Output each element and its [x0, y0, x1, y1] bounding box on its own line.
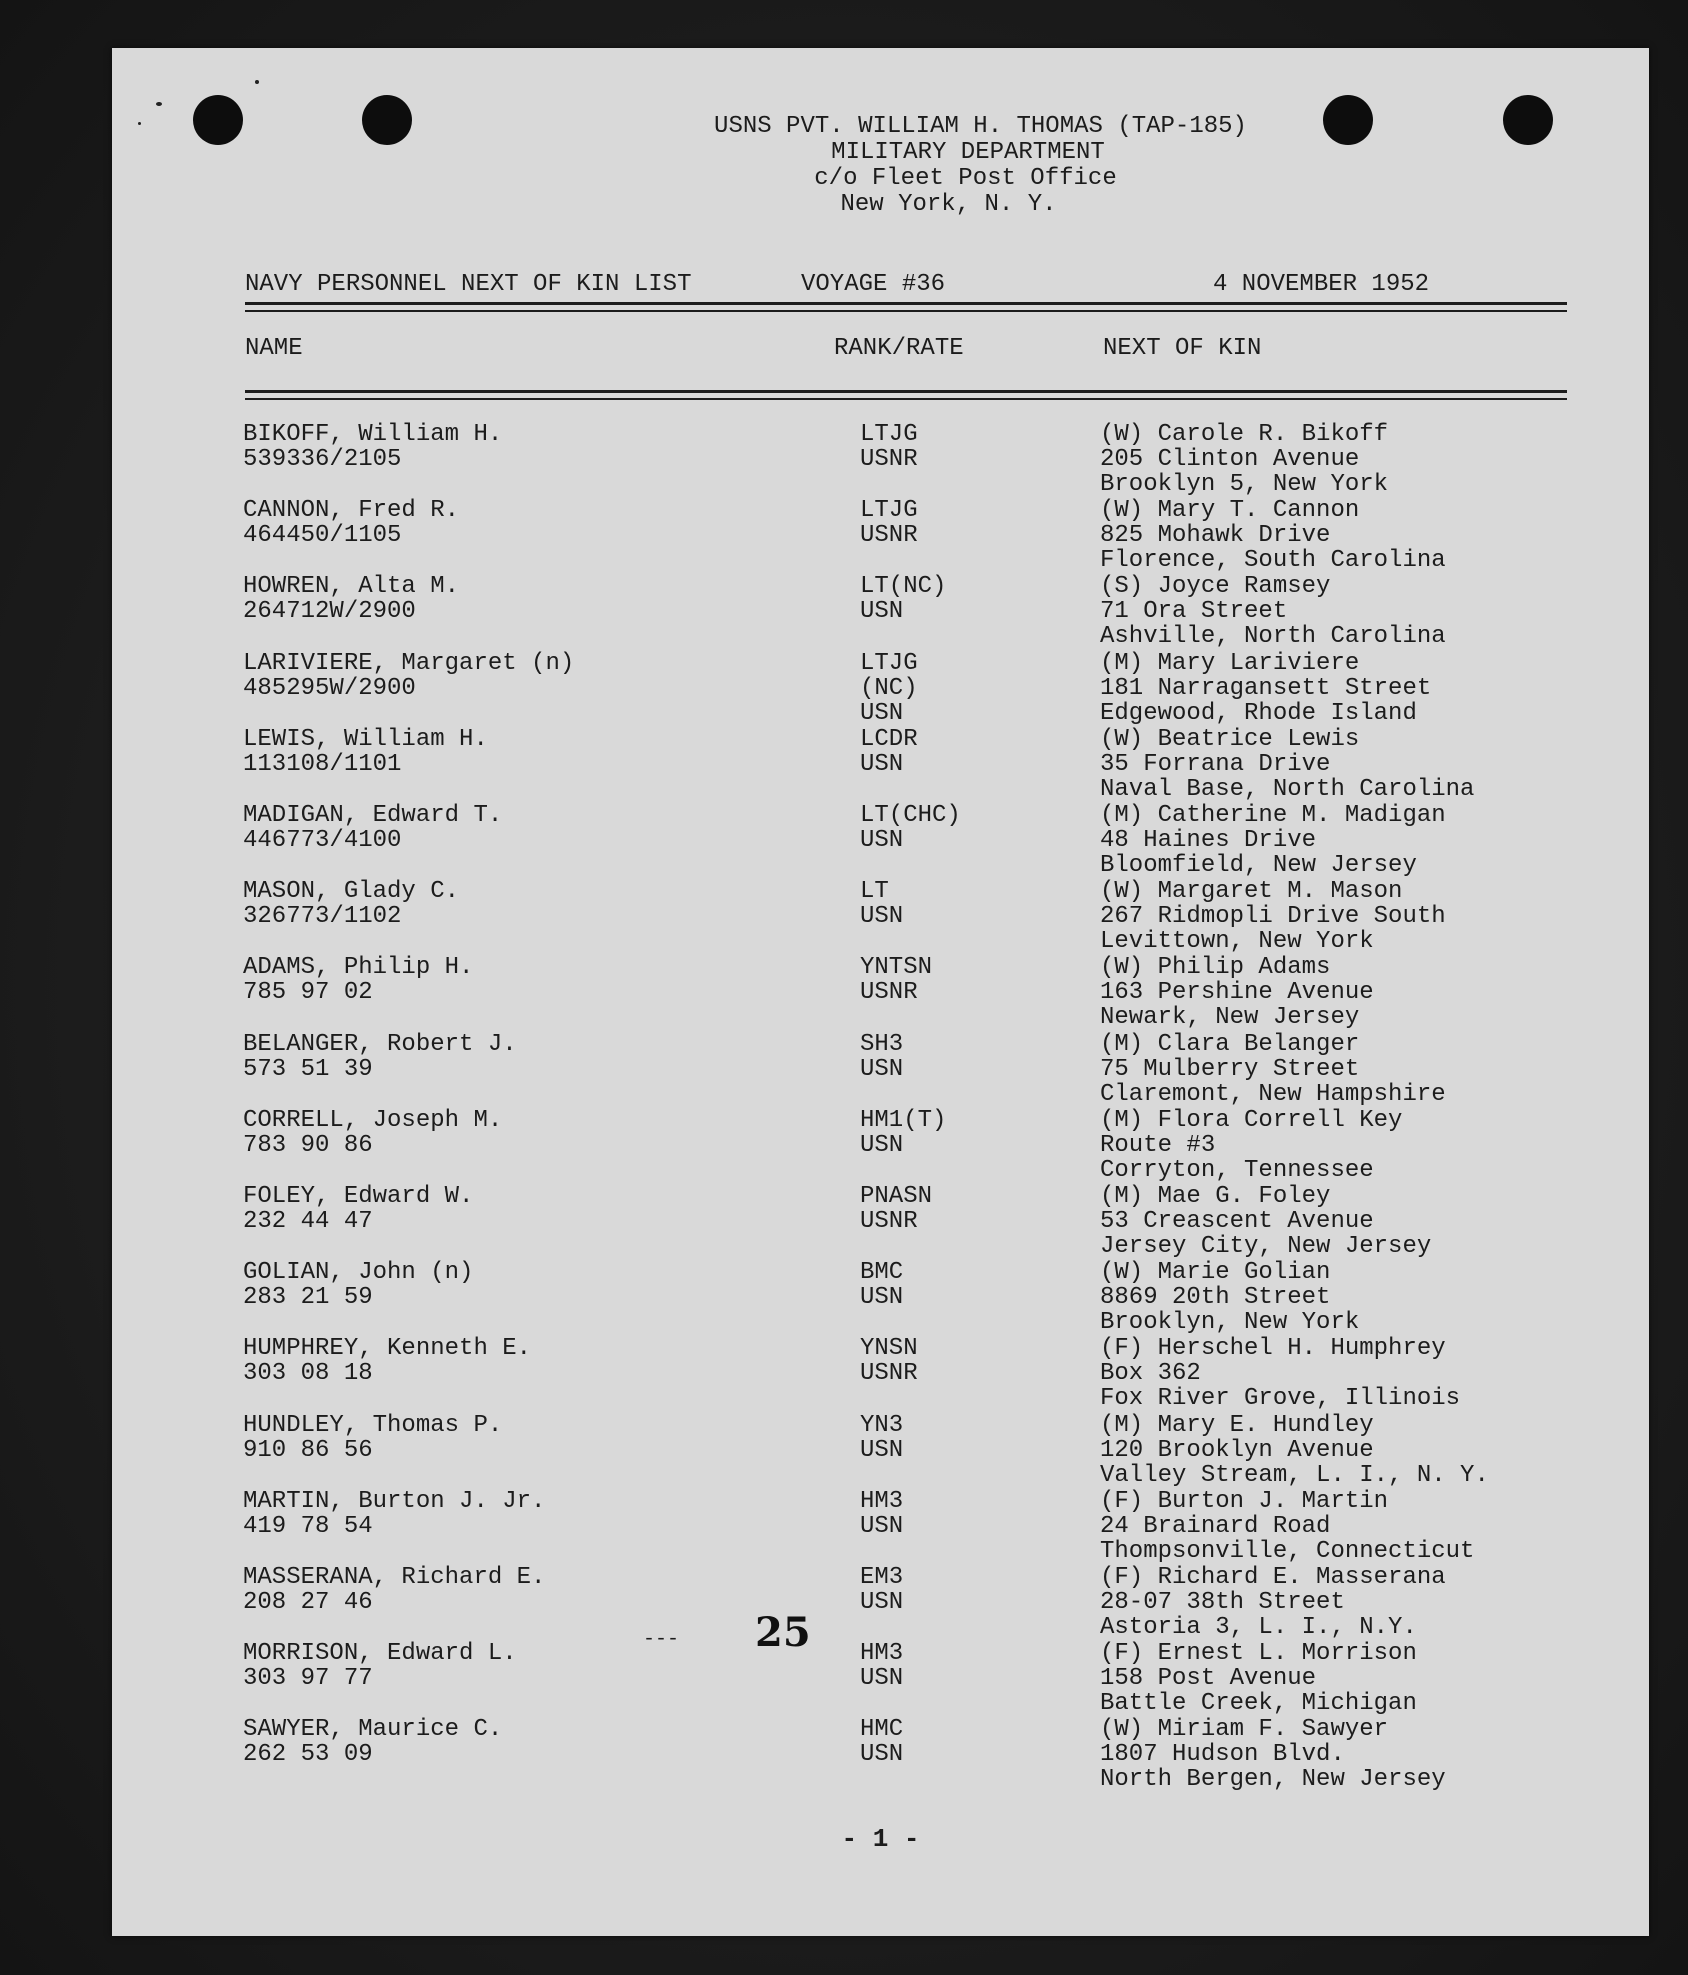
next-of-kin-line: 1807 Hudson Blvd. [1100, 1741, 1345, 1768]
rank-rate-cell [860, 1108, 1060, 1158]
next-of-kin-cell [1100, 651, 1660, 726]
rank-rate-line: YN3 [860, 1412, 904, 1439]
personnel-name-line: 303 08 18 [243, 1360, 373, 1387]
rank-rate-cell [860, 1641, 1060, 1691]
next-of-kin-cell [1100, 955, 1660, 1030]
personnel-name-line: 262 53 09 [243, 1741, 373, 1768]
rank-rate-line: USN [860, 1741, 904, 1768]
personnel-name-line: 113108/1101 [243, 751, 402, 778]
next-of-kin-line: Battle Creek, Michigan [1100, 1690, 1417, 1717]
rank-rate-cell [860, 1489, 1060, 1539]
rank-rate-line: USNR [860, 1208, 918, 1235]
rank-rate-line: USN [860, 1665, 904, 1692]
rank-rate-cell [860, 1032, 1060, 1082]
rank-rate-line: YNSN [860, 1335, 918, 1362]
personnel-name-line: 485295W/2900 [243, 675, 416, 702]
rank-rate-cell [860, 1565, 1060, 1615]
next-of-kin-line: (W) Margaret M. Mason [1100, 878, 1403, 905]
next-of-kin-line: Brooklyn 5, New York [1100, 471, 1389, 498]
next-of-kin-line: (W) Mary T. Cannon [1100, 497, 1360, 524]
next-of-kin-line: 24 Brainard Road [1100, 1513, 1331, 1540]
rank-rate-line: USNR [860, 522, 918, 549]
personnel-name-cell [243, 1641, 803, 1691]
personnel-name-cell [243, 803, 803, 853]
next-of-kin-line: 28-07 38th Street [1100, 1589, 1345, 1616]
personnel-name-line: LARIVIERE, Margaret (n) [243, 650, 575, 677]
personnel-name-line: 419 78 54 [243, 1513, 373, 1540]
next-of-kin-cell [1100, 574, 1660, 649]
rank-rate-cell [860, 574, 1060, 624]
personnel-name-cell [243, 1565, 803, 1615]
next-of-kin-line: Fox River Grove, Illinois [1100, 1385, 1461, 1412]
personnel-name-line: SAWYER, Maurice C. [243, 1716, 503, 1743]
personnel-name-line: FOLEY, Edward W. [243, 1183, 474, 1210]
next-of-kin-line: Claremont, New Hampshire [1100, 1081, 1446, 1108]
rank-rate-line: USN [860, 1056, 904, 1083]
next-of-kin-line: 71 Ora Street [1100, 598, 1288, 625]
personnel-name-line: LEWIS, William H. [243, 726, 488, 753]
rank-rate-cell [860, 727, 1060, 777]
city: New York, N. Y. [840, 191, 1057, 218]
personnel-name-line: HUNDLEY, Thomas P. [243, 1412, 503, 1439]
next-of-kin-line: (M) Flora Correll Key [1100, 1107, 1403, 1134]
personnel-name-line: 446773/4100 [243, 827, 402, 854]
personnel-name-cell [243, 1717, 803, 1767]
next-of-kin-line: (M) Mae G. Foley [1100, 1183, 1331, 1210]
rank-rate-line: USN [860, 1589, 904, 1616]
next-of-kin-line: Corryton, Tennessee [1100, 1157, 1374, 1184]
ship-name: USNS PVT. WILLIAM H. THOMAS (TAP-185) [714, 113, 1247, 140]
personnel-name-line: HOWREN, Alta M. [243, 573, 460, 600]
divider [245, 390, 1567, 393]
letterhead [112, 114, 1649, 218]
next-of-kin-line: (M) Mary Lariviere [1100, 650, 1360, 677]
next-of-kin-line: Edgewood, Rhode Island [1100, 700, 1417, 727]
personnel-name-cell [243, 1108, 803, 1158]
rank-rate-line: LCDR [860, 726, 918, 753]
next-of-kin-line: (M) Catherine M. Madigan [1100, 802, 1446, 829]
document-page [112, 48, 1649, 1936]
next-of-kin-line: (W) Miriam F. Sawyer [1100, 1716, 1389, 1743]
next-of-kin-cell [1100, 1336, 1660, 1411]
next-of-kin-line: 120 Brooklyn Avenue [1100, 1437, 1374, 1464]
personnel-name-line: CANNON, Fred R. [243, 497, 460, 524]
personnel-name-line: 264712W/2900 [243, 598, 416, 625]
rank-rate-line: LTJG [860, 650, 918, 677]
personnel-name-cell [243, 651, 803, 701]
voyage-number: VOYAGE #36 [801, 271, 946, 298]
personnel-name-line: MORRISON, Edward L. [243, 1640, 517, 1667]
next-of-kin-cell [1100, 1641, 1660, 1716]
rank-rate-line: YNTSN [860, 954, 933, 981]
rank-rate-line: SH3 [860, 1031, 904, 1058]
next-of-kin-line: 181 Narragansett Street [1100, 675, 1432, 702]
personnel-name-line: HUMPHREY, Kenneth E. [243, 1335, 532, 1362]
personnel-name-cell [243, 1032, 803, 1082]
rank-rate-cell [860, 803, 1060, 853]
speck [156, 102, 162, 106]
next-of-kin-line: 163 Pershine Avenue [1100, 979, 1374, 1006]
next-of-kin-line: Brooklyn, New York [1100, 1309, 1360, 1336]
personnel-name-line: ADAMS, Philip H. [243, 954, 474, 981]
personnel-name-line: 573 51 39 [243, 1056, 373, 1083]
personnel-name-cell [243, 727, 803, 777]
next-of-kin-line: Astoria 3, L. I., N.Y. [1100, 1614, 1417, 1641]
personnel-name-line: MASSERANA, Richard E. [243, 1564, 546, 1591]
personnel-name-line: BELANGER, Robert J. [243, 1031, 517, 1058]
document-date: 4 NOVEMBER 1952 [1213, 271, 1430, 298]
rank-rate-line: (NC) [860, 675, 918, 702]
personnel-name-line: 783 90 86 [243, 1132, 373, 1159]
personnel-name-cell [243, 574, 803, 624]
personnel-name-line: CORRELL, Joseph M. [243, 1107, 503, 1134]
next-of-kin-line: Newark, New Jersey [1100, 1004, 1360, 1031]
rank-rate-line: EM3 [860, 1564, 904, 1591]
personnel-name-line: 785 97 02 [243, 979, 373, 1006]
rank-rate-line: LT(CHC) [860, 802, 961, 829]
next-of-kin-line: Levittown, New York [1100, 928, 1374, 955]
rank-rate-cell [860, 1413, 1060, 1463]
next-of-kin-line: Valley Stream, L. I., N. Y. [1100, 1462, 1489, 1489]
personnel-name-line: MADIGAN, Edward T. [243, 802, 503, 829]
personnel-name-line: 464450/1105 [243, 522, 402, 549]
divider [245, 398, 1567, 400]
rank-rate-line: USN [860, 1513, 904, 1540]
next-of-kin-line: (M) Mary E. Hundley [1100, 1412, 1374, 1439]
next-of-kin-cell [1100, 1108, 1660, 1183]
next-of-kin-cell [1100, 727, 1660, 802]
rank-rate-line: USN [860, 598, 904, 625]
personnel-name-line: 283 21 59 [243, 1284, 373, 1311]
rank-rate-line: USN [860, 700, 904, 727]
list-title: NAVY PERSONNEL NEXT OF KIN LIST [245, 271, 692, 298]
next-of-kin-line: (S) Joyce Ramsey [1100, 573, 1331, 600]
next-of-kin-line: 53 Creascent Avenue [1100, 1208, 1374, 1235]
next-of-kin-line: 8869 20th Street [1100, 1284, 1331, 1311]
next-of-kin-cell [1100, 803, 1660, 878]
next-of-kin-line: Bloomfield, New Jersey [1100, 852, 1417, 879]
post-office: c/o Fleet Post Office [814, 165, 1117, 192]
rank-rate-cell [860, 422, 1060, 472]
rank-rate-line: LT(NC) [860, 573, 947, 600]
rank-rate-cell [860, 879, 1060, 929]
divider [245, 310, 1567, 312]
margin-mark: --- [643, 1628, 680, 1651]
next-of-kin-cell [1100, 879, 1660, 954]
next-of-kin-line: (M) Clara Belanger [1100, 1031, 1360, 1058]
rank-rate-cell [860, 955, 1060, 1005]
personnel-name-line: 232 44 47 [243, 1208, 373, 1235]
rank-rate-line: USNR [860, 446, 918, 473]
rank-rate-cell [860, 1336, 1060, 1386]
next-of-kin-line: 75 Mulberry Street [1100, 1056, 1360, 1083]
next-of-kin-line: Ashville, North Carolina [1100, 623, 1446, 650]
next-of-kin-cell [1100, 1260, 1660, 1335]
next-of-kin-line: Jersey City, New Jersey [1100, 1233, 1432, 1260]
next-of-kin-line: North Bergen, New Jersey [1100, 1766, 1446, 1793]
rank-rate-cell [860, 1260, 1060, 1310]
next-of-kin-line: (F) Richard E. Masserana [1100, 1564, 1446, 1591]
next-of-kin-line: 35 Forrana Drive [1100, 751, 1331, 778]
personnel-name-line: MARTIN, Burton J. Jr. [243, 1488, 546, 1515]
column-header-rank: RANK/RATE [834, 335, 964, 362]
personnel-name-cell [243, 955, 803, 1005]
rank-rate-line: USN [860, 1132, 904, 1159]
personnel-name-line: MASON, Glady C. [243, 878, 460, 905]
next-of-kin-cell [1100, 498, 1660, 573]
rank-rate-line: USN [860, 1284, 904, 1311]
next-of-kin-cell [1100, 1413, 1660, 1488]
personnel-name-cell [243, 1260, 803, 1310]
next-of-kin-line: 267 Ridmopli Drive South [1100, 903, 1446, 930]
next-of-kin-line: Naval Base, North Carolina [1100, 776, 1475, 803]
stamped-number: 25 [755, 1609, 811, 1656]
personnel-name-line: 208 27 46 [243, 1589, 373, 1616]
next-of-kin-line: 205 Clinton Avenue [1100, 446, 1360, 473]
next-of-kin-line: (W) Carole R. Bikoff [1100, 421, 1389, 448]
rank-rate-cell [860, 1184, 1060, 1234]
personnel-name-line: GOLIAN, John (n) [243, 1259, 474, 1286]
next-of-kin-line: (W) Beatrice Lewis [1100, 726, 1360, 753]
rank-rate-line: HM3 [860, 1488, 904, 1515]
next-of-kin-line: 158 Post Avenue [1100, 1665, 1317, 1692]
personnel-name-cell [243, 422, 803, 472]
next-of-kin-line: Florence, South Carolina [1100, 547, 1446, 574]
personnel-name-line: 539336/2105 [243, 446, 402, 473]
next-of-kin-line: (F) Ernest L. Morrison [1100, 1640, 1417, 1667]
rank-rate-line: LT [860, 878, 889, 905]
personnel-name-line: 303 97 77 [243, 1665, 373, 1692]
rank-rate-line: LTJG [860, 497, 918, 524]
department: MILITARY DEPARTMENT [831, 139, 1105, 166]
personnel-name-line: BIKOFF, William H. [243, 421, 503, 448]
next-of-kin-line: Route #3 [1100, 1132, 1216, 1159]
rank-rate-cell [860, 1717, 1060, 1767]
next-of-kin-cell [1100, 1717, 1660, 1792]
column-header-kin: NEXT OF KIN [1103, 335, 1262, 362]
next-of-kin-line: (F) Herschel H. Humphrey [1100, 1335, 1446, 1362]
next-of-kin-line: (W) Philip Adams [1100, 954, 1331, 981]
personnel-name-cell [243, 879, 803, 929]
page-number: - 1 - [841, 1824, 920, 1854]
document-title-row [245, 271, 1567, 299]
rank-rate-cell [860, 498, 1060, 548]
rank-rate-line: USN [860, 751, 904, 778]
next-of-kin-line: (F) Burton J. Martin [1100, 1488, 1389, 1515]
next-of-kin-line: 48 Haines Drive [1100, 827, 1317, 854]
rank-rate-line: USNR [860, 979, 918, 1006]
column-header-name: NAME [245, 335, 303, 362]
next-of-kin-line: 825 Mohawk Drive [1100, 522, 1331, 549]
personnel-name-line: 326773/1102 [243, 903, 402, 930]
next-of-kin-line: (W) Marie Golian [1100, 1259, 1331, 1286]
rank-rate-line: USN [860, 1437, 904, 1464]
rank-rate-line: BMC [860, 1259, 904, 1286]
next-of-kin-cell [1100, 1565, 1660, 1640]
rank-rate-line: HM1(T) [860, 1107, 947, 1134]
personnel-name-cell [243, 1336, 803, 1386]
next-of-kin-cell [1100, 1489, 1660, 1564]
next-of-kin-line: Thompsonville, Connecticut [1100, 1538, 1475, 1565]
rank-rate-line: HM3 [860, 1640, 904, 1667]
personnel-name-cell [243, 1413, 803, 1463]
personnel-name-cell [243, 1489, 803, 1539]
next-of-kin-cell [1100, 422, 1660, 497]
rank-rate-line: USNR [860, 1360, 918, 1387]
rank-rate-line: LTJG [860, 421, 918, 448]
personnel-name-cell [243, 498, 803, 548]
rank-rate-line: USN [860, 827, 904, 854]
personnel-name-line: 910 86 56 [243, 1437, 373, 1464]
rank-rate-line: HMC [860, 1716, 904, 1743]
next-of-kin-line: Box 362 [1100, 1360, 1201, 1387]
speck [255, 80, 259, 84]
personnel-name-cell [243, 1184, 803, 1234]
next-of-kin-cell [1100, 1032, 1660, 1107]
rank-rate-line: USN [860, 903, 904, 930]
rank-rate-cell [860, 651, 1060, 726]
rank-rate-line: PNASN [860, 1183, 933, 1210]
next-of-kin-cell [1100, 1184, 1660, 1259]
divider [245, 302, 1567, 305]
